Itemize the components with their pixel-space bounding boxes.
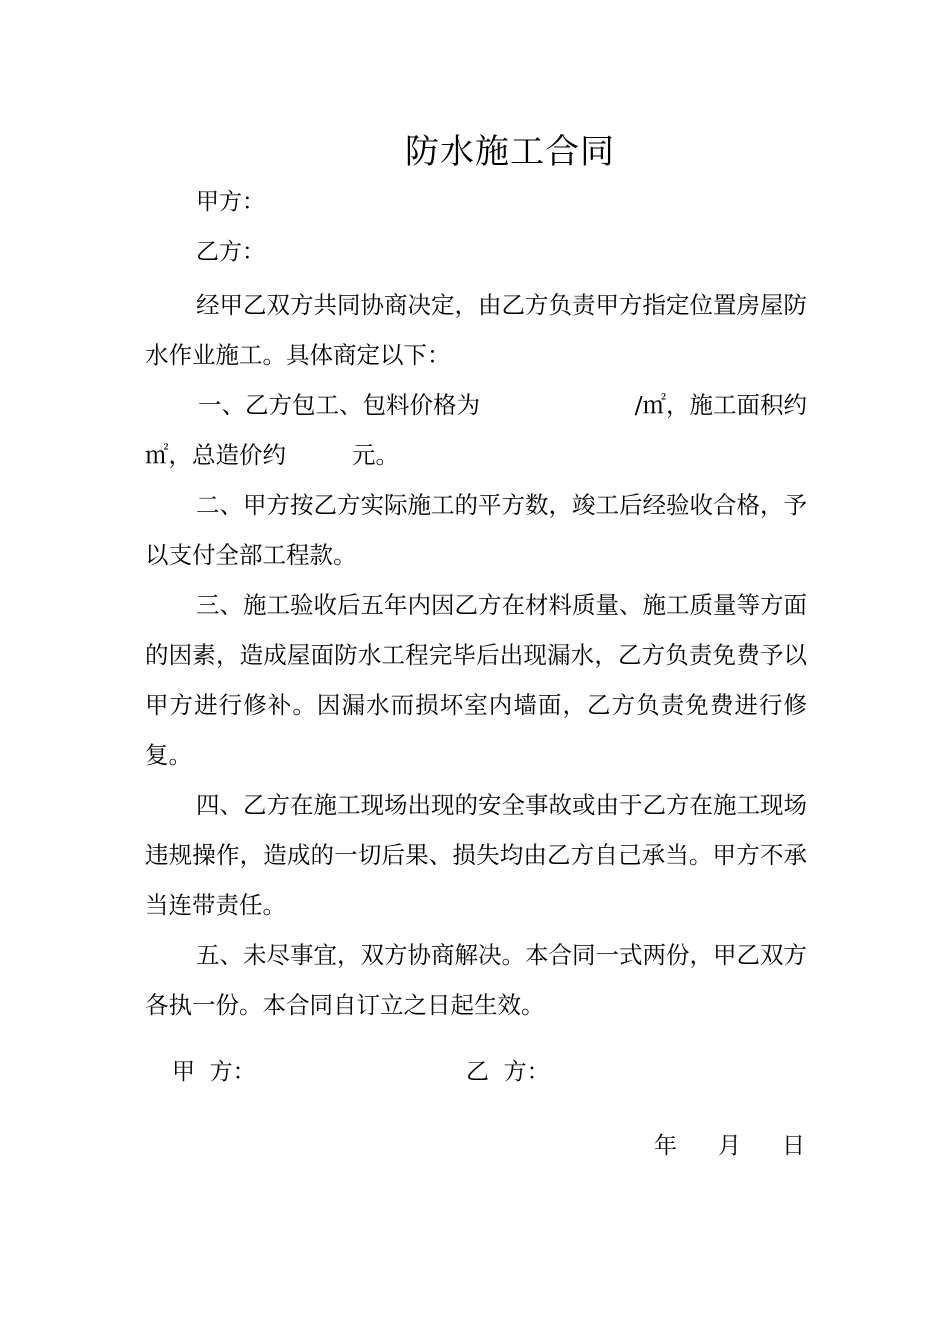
intro-paragraph: 经甲乙双方共同协商决定，由乙方负责甲方指定位置房屋防水作业施工。具体商定以下：: [145, 291, 807, 369]
party-b-line: 乙方：: [196, 239, 265, 265]
clause-3: 三、施工验收后五年内因乙方在材料质量、施工质量等方面的因素，造成屋面防水工程完毕后出现漏水，乙方负责免费予以甲方进行修补。因漏水而损坏室内墙面，乙方负责免费进行修复。: [145, 591, 807, 769]
clause-1-total-text: ㎡，总造价约: [145, 441, 286, 469]
page-title: 防水施工合同: [405, 132, 615, 172]
clause-1-price-text: 一、乙方包工、包料价格为: [198, 391, 480, 419]
clause-1-area-text: /㎡，施工面积约: [634, 391, 807, 419]
clause-1-line-2: [145, 430, 399, 480]
signing-date: [654, 1130, 805, 1162]
date-day: 日: [782, 1133, 805, 1159]
clause-1-line-1: [198, 380, 807, 430]
party-a-line: 甲方：: [196, 189, 265, 215]
clause-5: 五、未尽事宜，双方协商解决。本合同一式两份，甲乙双方各执一份。本合同自订立之日起生效。: [145, 941, 807, 1019]
signature-party-a: 甲 方：: [172, 1059, 256, 1085]
contract-body: [145, 280, 807, 1030]
clause-1: [145, 380, 807, 480]
price-blank: [537, 380, 577, 430]
clause-1-yuan-text: 元。: [352, 441, 399, 469]
clause-4: 四、乙方在施工现场出现的安全事故或由于乙方在施工现场违规操作，造成的一切后果、损失均由乙方自己承当。甲方不承当连带责任。: [145, 791, 807, 919]
date-month: 月: [718, 1133, 741, 1159]
date-year: 年: [654, 1133, 677, 1159]
signature-party-b: 乙 方：: [466, 1059, 550, 1085]
clause-2: 二、甲方按乙方实际施工的平方数，竣工后经验收合格，予以支付全部工程款。: [145, 491, 807, 569]
